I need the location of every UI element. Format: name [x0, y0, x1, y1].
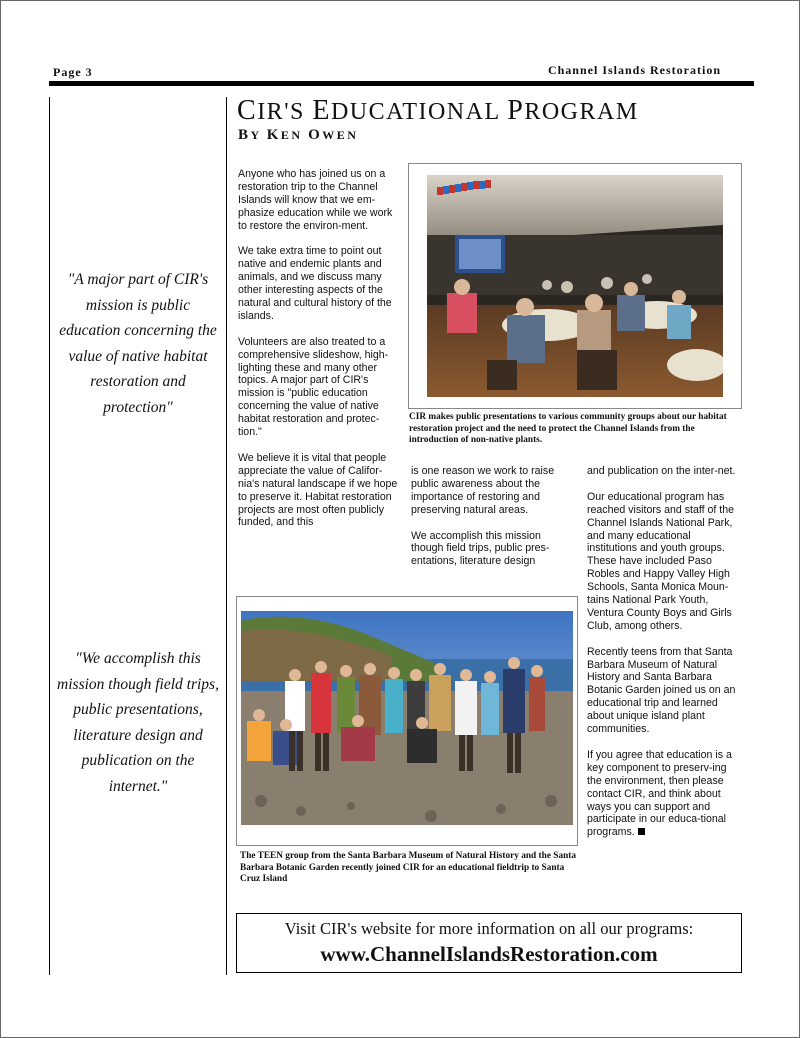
paragraph: is one reason we work to raise public awareness about the importance of restoring and preserving natural areas.	[411, 465, 555, 516]
website-callout-text: Visit CIR's website for more information on all our programs:	[284, 919, 694, 938]
paragraph: Recently teens from that Santa Barbara Museum of Natural History and Santa Barbara Botanic Garden joined us on an educational trip and learned about unique island plant communities.	[587, 645, 736, 736]
paragraph-text: If you agree that education is a key component to preserv-ing the environment, then please contact CIR, and think about ways you can support and participate in our educa-tional programs.	[587, 748, 732, 839]
sidebar-column-rule	[226, 97, 227, 975]
publication-name: Channel Islands Restoration	[547, 63, 721, 77]
pull-quote-1: "A major part of CIR's mission is public education concerning the value of native habitat restoration and protection"	[59, 271, 217, 416]
paragraph: We take extra time to point out native and endemic plants and animals, and we discuss many other interesting aspects of the natural and cultural history of the islands.	[238, 245, 392, 322]
pull-quote-2: "We accomplish this mission though field trips, public presentations, literature design and publication on the internet."	[57, 650, 219, 795]
paragraph: We believe it is vital that people appreciate the value of Califor-nia's natural landscape if we hope to preserve it. Habitat restoration projects are most often publicly funded, and this	[238, 451, 398, 529]
paragraph: Volunteers are also treated to a comprehensive slideshow, high-lighting these and many other topics. A major part of CIR's mission is "public education concerning the value of native habitat restoration and protec-tion."	[238, 335, 389, 439]
article-byline: BY KEN OWEN	[238, 127, 359, 143]
header-rule	[49, 81, 754, 86]
article-column-2	[411, 465, 571, 581]
end-of-article-mark	[638, 828, 645, 835]
presentation-photo-frame	[408, 163, 742, 409]
paragraph: Our educational program has reached visitors and staff of the Channel Islands National Park, and many educational institutions and youth groups. These have included Paso Robles and Happy Valley High Schools, Santa Monica Moun-tains National Park Youth, Ventura County Boys and Girls Club, among others.	[587, 490, 735, 632]
presentation-photo-caption: CIR makes public presentations to various community groups about our habitat restoration project and the need to protect the Channel Islands from the introduction of non-native plants.	[409, 412, 727, 445]
article-title: CIR'S EDUCATIONAL PROGRAM	[237, 95, 639, 126]
paragraph: We accomplish this mission though field trips, public pres-entations, literature design	[411, 529, 550, 568]
group-photo-frame	[236, 596, 578, 846]
paragraph	[587, 749, 739, 839]
article-column-1	[238, 168, 398, 542]
left-column-rule	[49, 97, 50, 975]
paragraph: and publication on the inter-net.	[587, 465, 736, 477]
group-photo	[241, 611, 573, 825]
article-column-3	[587, 465, 739, 852]
presentation-photo	[427, 175, 723, 397]
website-callout-box	[236, 913, 742, 973]
group-photo-caption: The TEEN group from the Santa Barbara Museum of Natural History and the Santa Barbara Botanic Garden recently joined CIR for an educational fieldtrip to Santa Cruz Island	[240, 851, 577, 884]
page-number: Page 3	[53, 65, 93, 79]
website-link[interactable]: www.ChannelIslandsRestoration.com	[320, 942, 658, 966]
paragraph: Anyone who has joined us on a restoration trip to the Channel Islands will know that we em-phasize education while we work to restore the environ-ment.	[238, 168, 393, 232]
